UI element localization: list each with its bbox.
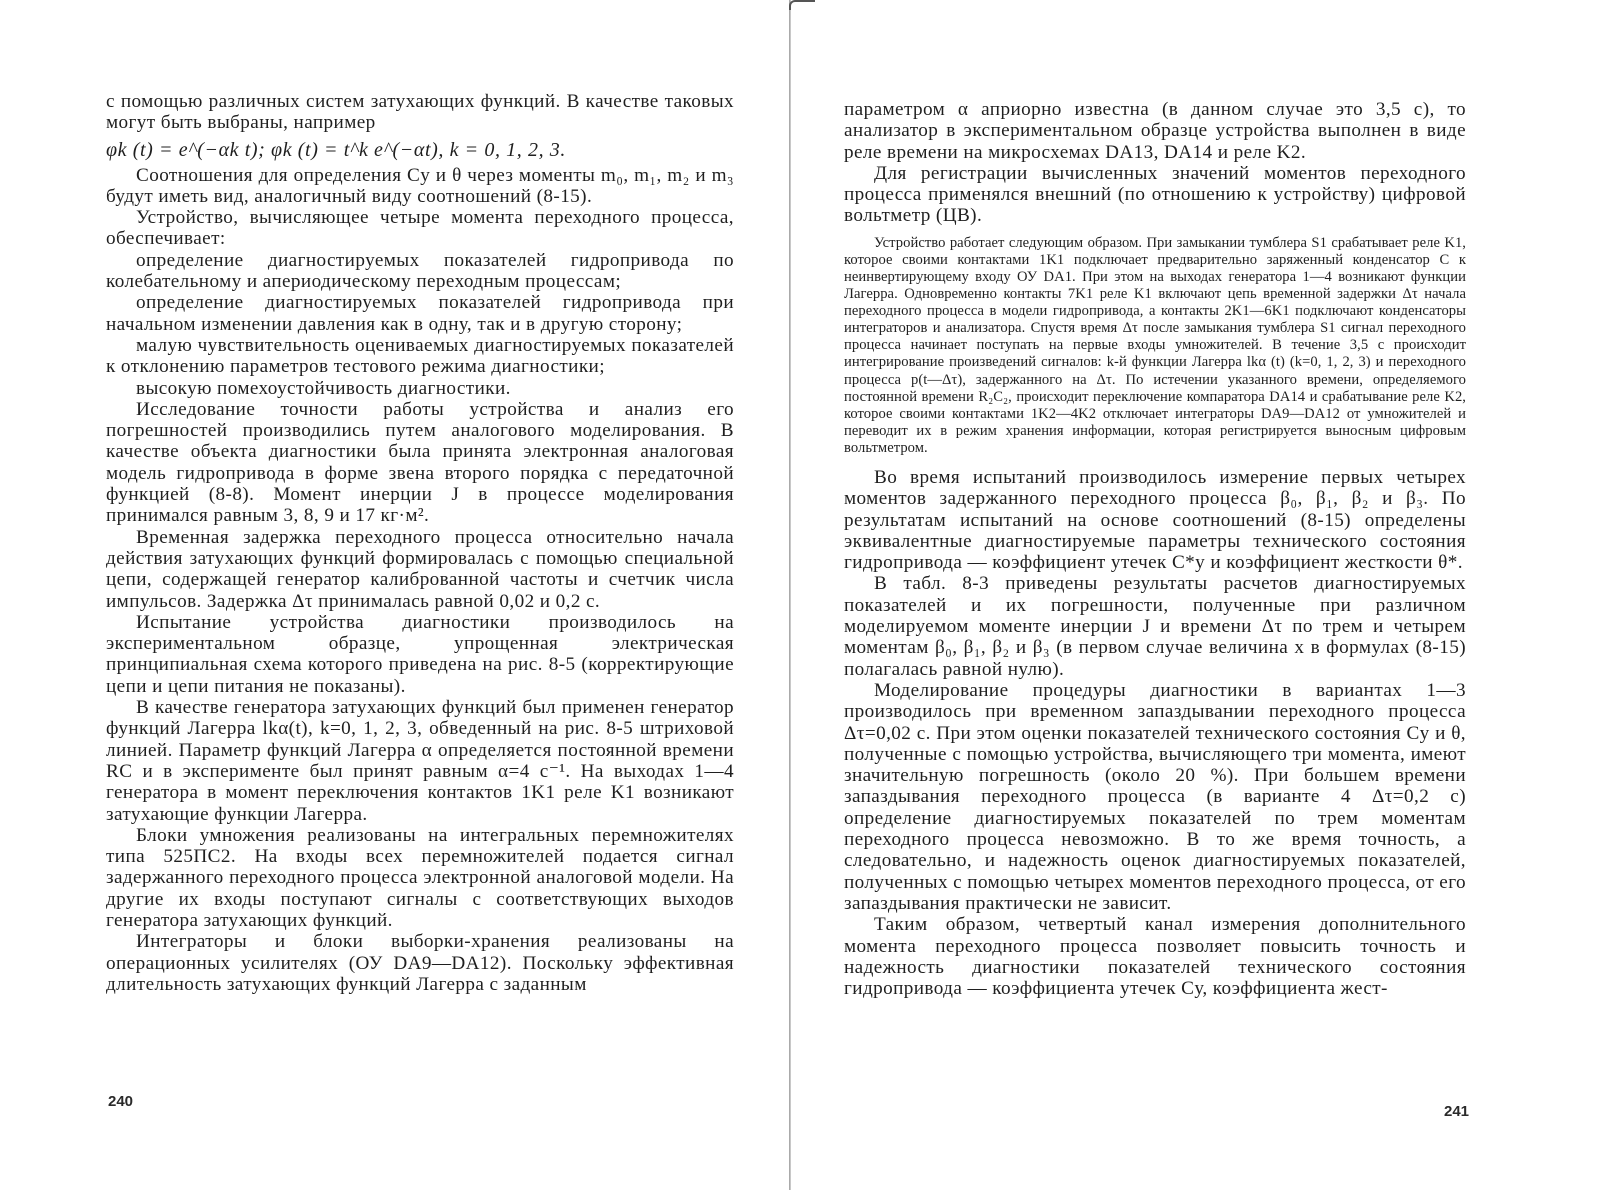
paragraph: Испытание устройства диагностики производилось на экспериментальном образце, упрощенная электрическая принципиальная схема которого приведена на рис. 8-5 (корректирующие цепи и цепи питания не показаны). bbox=[106, 611, 734, 697]
paragraph: Блоки умножения реализованы на интегральных перемножителях типа 525ПС2. На входы всех перемножителей подается сигнал задержанного переходного процесса электронной аналоговой модели. На другие их входы поступают сигналы с соответствующих выходов генератора затухающих функций. bbox=[106, 824, 734, 931]
paragraph: Устройство, вычисляющее четыре момента переходного процесса, обеспечивает: bbox=[106, 207, 734, 250]
paragraph: Для регистрации вычисленных значений моментов переходного процесса применялся внешний (по отношению к устройству) цифровой вольтметр (ЦВ). bbox=[844, 162, 1466, 227]
left-page bbox=[0, 0, 790, 1190]
small-print-block bbox=[844, 235, 1466, 457]
paragraph: Моделирование процедуры диагностики в вариантах 1—3 производилось при временном запаздывании переходного процесса Δτ=0,02 с. При этом оценки показателей технического состояния Cу и θ, полученные с помощью устройства, вычисляющего три момента, имеют значительную погрешность (около 20 %). При большем времени запаздывания переходного процесса (в варианте 4 Δτ=0,2 с) определение диагностируемых показателей по трем моментам переходного процесса невозможно. В то же время точность, а следовательно, и надежность оценок диагностируемых показателей, полученных с помощью четырех моментов переходного процесса, от его запаздывания практически не зависит. bbox=[844, 679, 1467, 914]
list-item: малую чувствительность оцениваемых диагностируемых показателей к отклонению параметров тестового режима диагностики; bbox=[106, 334, 734, 378]
right-page bbox=[790, 0, 1598, 1190]
paragraph: Временная задержка переходного процесса относительно начала действия затухающих функций формировалась с помощью специальной цепи, содержащей генератор калиброванной частоты и счетчик числа импульсов. Задержка Δτ принималась равной 0,02 и 0,2 с. bbox=[106, 526, 734, 612]
page-number: 241 bbox=[1444, 1103, 1470, 1120]
list-item: высокую помехоустойчивость диагностики. bbox=[136, 377, 511, 399]
page-number: 240 bbox=[108, 1093, 134, 1110]
paragraph: В табл. 8-3 приведены результаты расчетов диагностируемых показателей и их погрешности, полученные при различном моделируемом моменте инерции J и времени Δτ по трем и четырем моментам β₀, β₁, β₂ и β₃ (в первом случае величина x в формулах (8-15) полагалась равной нулю). bbox=[844, 573, 1466, 680]
list-item: определение диагностируемых показателей гидропривода по колебательному и апериодическому переходным процессам; bbox=[106, 249, 734, 293]
paragraph: Во время испытаний производилось измерение первых четырех моментов задержанного переходного процесса β₀, β₁, β₂ и β₃. По результатам испытаний на основе соотношений (8-15) определены эквивалентные диагностируемые параметры технического состояния гидропривода — коэффициент утечек C*у и коэффициент жесткости θ*. bbox=[844, 467, 1466, 574]
paragraph: Таким образом, четвертый канал измерения дополнительного момента переходного процесса позволяет повысить точность и надежность диагностики показателей технического состояния гидропривода — коэффициента утечек Cу, коэффициента жест- bbox=[844, 914, 1466, 1000]
formula: φk (t) = e^(−αk t); φk (t) = t^k e^(−αt), k = 0, 1, 2, 3. bbox=[106, 138, 566, 161]
paragraph: В качестве генератора затухающих функций был применен генератор функций Лагерра lkα(t), k=0, 1, 2, 3, обведенный на рис. 8-5 штриховой линией. Параметр функций Лагерра α определяется постоянной времени RC и в эксперименте был принят равным α=4 с⁻¹. На выходах 1—4 генератора в момент переключения контактов 1K1 реле K1 возникают затухающие функции Лагерра. bbox=[106, 697, 734, 825]
right-text-column bbox=[844, 99, 1466, 999]
left-text-column bbox=[106, 91, 734, 995]
paragraph: с помощью различных систем затухающих функций. В качестве таковых могут быть выбраны, например bbox=[106, 91, 734, 134]
small-print-paragraph: Устройство работает следующим образом. При замыкании тумблера S1 срабатывает реле K1, которое своими контактами 1K1 подключает предварительно заряженный конденсатор C к неинвертирующему входу ОУ DA1. При этом на выходах генератора 1—4 возникают функции Лагерра. Одновременно контакты 7K1 реле K1 включают цепь временной задержки Δτ начала переходного процесса в модели гидропривода, а контакты 2K1—6K1 подключают конденсаторы интеграторов и анализатора. Спустя время Δτ после замыкания тумблера S1 сигнал переходного процесса начинает поступать на первые входы умножителей. В течение 3,5 с происходит интегрирование произведений сигналов: k-й функции Лагерра lkα (t) (k=0, 1, 2, 3) и переходного процесса p(t—Δτ), задержанного на Δτ. По истечении указанного времени, определяемого постоянной времени R₂C₂, происходит переключение компаратора DA14 и срабатывание реле K2, которое своими контактами 1K2—4K2 отключает интеграторы DA9—DA12 от умножителей и переводит их в режим хранения информации, которая регистрируется выносным цифровым вольтметром. bbox=[844, 234, 1466, 456]
paragraph: параметром α априорно известна (в данном случае это 3,5 с), то анализатор в экспериментальном образце устройства выполнен в виде реле времени на микросхемах DA13, DA14 и реле K2. bbox=[844, 99, 1466, 163]
list-item: определение диагностируемых показателей гидропривода при начальном изменении давления как в одну, так и в другую сторону; bbox=[106, 292, 734, 335]
paragraph: Интеграторы и блоки выборки-хранения реализованы на операционных усилителях (ОУ DA9—DA12). Поскольку эффективная длительность затухающих функций Лагерра с заданным bbox=[106, 931, 734, 995]
paragraph: Исследование точности работы устройства и анализ его погрешностей производились путем аналогового моделирования. В качестве объекта диагностики была принята электронная аналоговая модель гидропривода в форме звена второго порядка с передаточной функцией (8-8). Момент инерции J в процессе моделирования принимался равным 3, 8, 9 и 17 кг·м². bbox=[106, 398, 734, 527]
paragraph: Соотношения для определения Cу и θ через моменты m₀, m₁, m₂ и m₃ будут иметь вид, аналогичный виду соотношений (8-15). bbox=[106, 164, 734, 207]
